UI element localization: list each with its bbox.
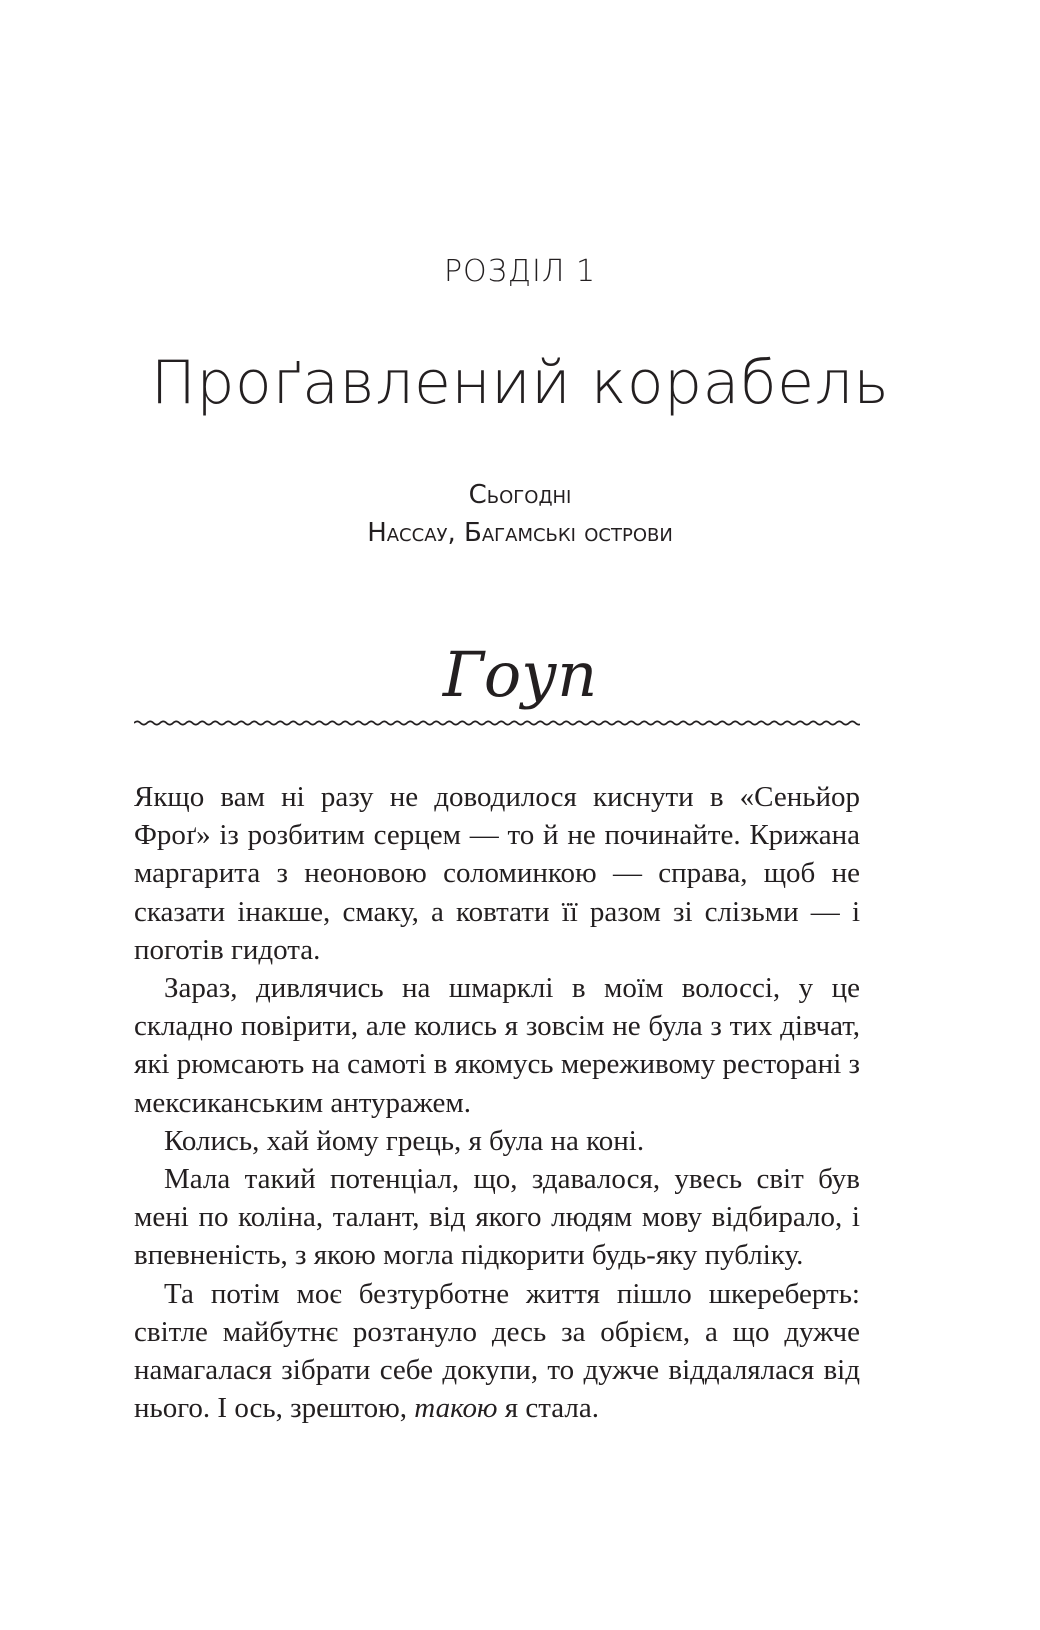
paragraph <box>134 1275 860 1428</box>
paragraph: Мала такий потенціал, що, здавалося, увесь світ був мені по коліна, талант, від якого людям мову відбирало, і впевненість, з якою могла підкорити будь-яку публіку. <box>134 1163 860 1272</box>
dateline-time: Сьогодні <box>468 480 572 510</box>
dateline-place: Нассау, Багамські острови <box>367 518 673 548</box>
chapter-title: Проґавлений корабель <box>150 348 890 418</box>
paragraph: Колись, хай йому грець, я була на коні. <box>164 1124 645 1157</box>
body-text <box>134 778 860 1427</box>
emphasis-text: такою <box>414 1392 498 1425</box>
narrator-name: Гоуп <box>442 638 598 711</box>
paragraph-text: я стала. <box>497 1392 599 1425</box>
paragraph-text: Та потім моє безтурботне життя пішло шкереберть: світле майбутнє розтануло десь за обрієм, а що дужче намагалася зібрати себе докупи, то дужче віддалялася від нього. І ось, зрештою, <box>134 1277 860 1425</box>
wavy-divider <box>134 716 860 730</box>
paragraph: Зараз, дивлячись на шмарклі в моїм волоссі, у це складно повірити, але колись я зовсім не була з тих дівчат, які рюмсають на самоті в якомусь мереживому ресторані з мексиканським антуражем. <box>134 972 860 1119</box>
chapter-label: РОЗДІЛ 1 <box>443 254 597 289</box>
paragraph: Якщо вам ні разу не доводилося киснути в «Сеньйор Фроґ» із розбитим серцем — то й не починайте. Крижана маргарита з неоновою соломинкою — справа, щоб не сказати інакше, смаку, а ковтати її разом зі слізьми — і поготів гидота. <box>134 781 860 966</box>
